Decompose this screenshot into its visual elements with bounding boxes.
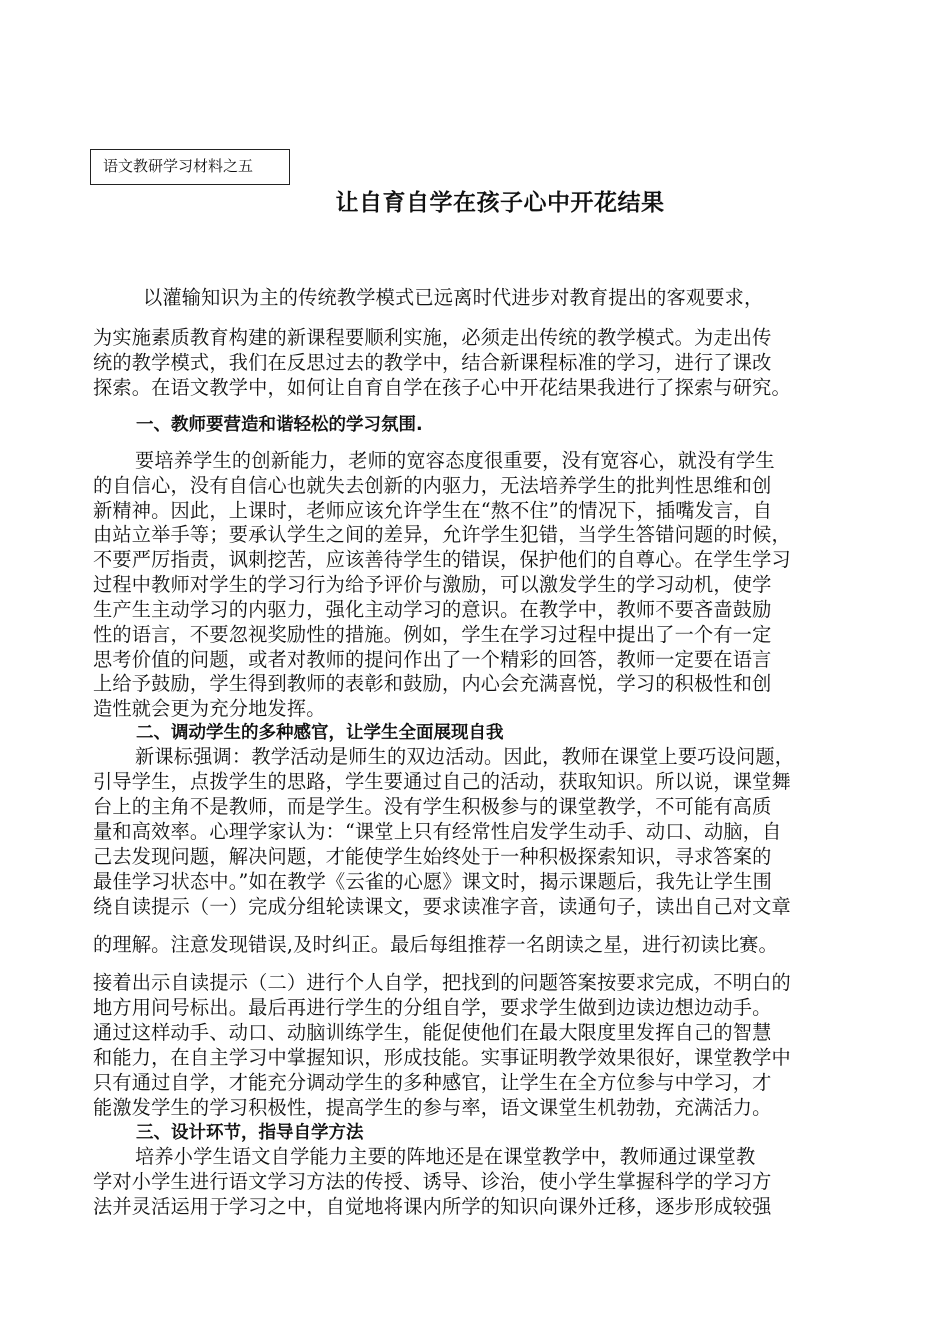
material-tag-box: 语文教研学习材料之五 [90, 149, 290, 185]
body-line: 能激发学生的学习积极性，提高学生的参与率，语文课堂生机勃勃，充满活力。 [93, 1096, 772, 1119]
document-title: 让自育自学在孩子心中开花结果 [335, 190, 665, 216]
section-heading-1: 一、教师要营造和谐轻松的学习氛围. [136, 415, 423, 435]
body-line: 造性就会更为充分地发挥。 [93, 697, 326, 720]
section-heading-2: 二、调动学生的多种感官，让学生全面展现自我 [136, 723, 504, 743]
body-line: 台上的主角不是教师，而是学生。没有学生积极参与的课堂教学，不可能有高质 [93, 795, 772, 818]
section-heading-3: 三、设计环节，指导自学方法 [136, 1123, 364, 1143]
body-line: 为实施素质教育构建的新课程要顺利实施，必须走出传统的教学模式。为走出传 [93, 326, 772, 349]
body-line: 新课标强调：教学活动是师生的双边活动。因此，教师在课堂上要巧设问题， [135, 745, 795, 768]
body-line: 由站立举手等；要承认学生之间的差异，允许学生犯错，当学生答错问题的时候， [93, 523, 791, 546]
body-line: 绕自读提示（一）完成分组轮读课文，要求读准字音，读通句子，读出自己对文章 [93, 895, 791, 918]
body-line: 和能力，在自主学习中掌握知识，形成技能。实事证明教学效果很好，课堂教学中 [93, 1046, 791, 1069]
body-line: 通过这样动手、动口、动脑训练学生，能促使他们在最大限度里发挥自己的智慧 [93, 1021, 772, 1044]
body-line: 统的教学模式，我们在反思过去的教学中，结合新课程标准的学习，进行了课改 [93, 351, 772, 374]
body-line: 思考价值的问题，或者对教师的提问作出了一个精彩的回答，教师一定要在语言 [93, 648, 772, 671]
body-line: 以灌输知识为主的传统教学模式已远离时代进步对教育提出的客观要求， [143, 286, 764, 309]
body-line: 培养小学生语文自学能力主要的阵地还是在课堂教学中，教师通过课堂教 [135, 1145, 756, 1168]
body-line: 生产生主动学习的内驱力，强化主动学习的意识。在教学中，教师不要吝啬鼓励 [93, 598, 772, 621]
body-line: 引导学生，点拨学生的思路，学生要通过自己的活动，获取知识。所以说，课堂舞 [93, 770, 791, 793]
body-line: 只有通过自学，才能充分调动学生的多种感官，让学生在全方位参与中学习，才 [93, 1071, 772, 1094]
body-line: 己去发现问题，解决问题，才能使学生始终处于一种积极探索知识，寻求答案的 [93, 845, 772, 868]
body-line: 学对小学生进行语文学习方法的传授、诱导、诊治，使小学生掌握科学的学习方 [93, 1170, 772, 1193]
body-line: 最佳学习状态中。”如在教学《云雀的心愿》课文时，揭示课题后，我先让学生围 [93, 870, 772, 893]
body-line: 不要严厉指责，讽刺挖苦，应该善待学生的错误，保护他们的自尊心。在学生学习 [93, 548, 791, 571]
body-line: 新精神。因此，上课时，老师应该允许学生在“熬不住”的情况下，插嘴发言，自 [93, 499, 773, 522]
body-line: 的理解。注意发现错误,及时纠正。最后每组推荐一名朗读之星，进行初读比赛。 [93, 933, 778, 956]
body-line: 上给予鼓励，学生得到教师的表彰和鼓励，内心会充满喜悦，学习的积极性和创 [93, 672, 772, 695]
body-line: 探索。在语文教学中，如何让自育自学在孩子心中开花结果我进行了探索与研究。 [93, 376, 791, 399]
body-line: 量和高效率。心理学家认为：“课堂上只有经常性启发学生动手、动口、动脑，自 [93, 820, 782, 843]
body-line: 法并灵活运用于学习之中，自觉地将课内所学的知识向课外迁移，逐步形成较强 [93, 1195, 772, 1218]
body-line: 性的语言，不要忽视奖励性的措施。例如，学生在学习过程中提出了一个有一定 [93, 623, 772, 646]
body-line: 的自信心，没有自信心也就失去创新的内驱力，无法培养学生的批判性思维和创 [93, 474, 772, 497]
body-line: 接着出示自读提示（二）进行个人自学，把找到的问题答案按要求完成，不明白的 [93, 971, 791, 994]
body-line: 地方用问号标出。最后再进行学生的分组自学，要求学生做到边读边想边动手。 [93, 996, 772, 1019]
body-line: 要培养学生的创新能力，老师的宽容态度很重要，没有宽容心，就没有学生 [135, 449, 775, 472]
body-line: 过程中教师对学生的学习行为给予评价与激励，可以激发学生的学习动机，使学 [93, 573, 772, 596]
